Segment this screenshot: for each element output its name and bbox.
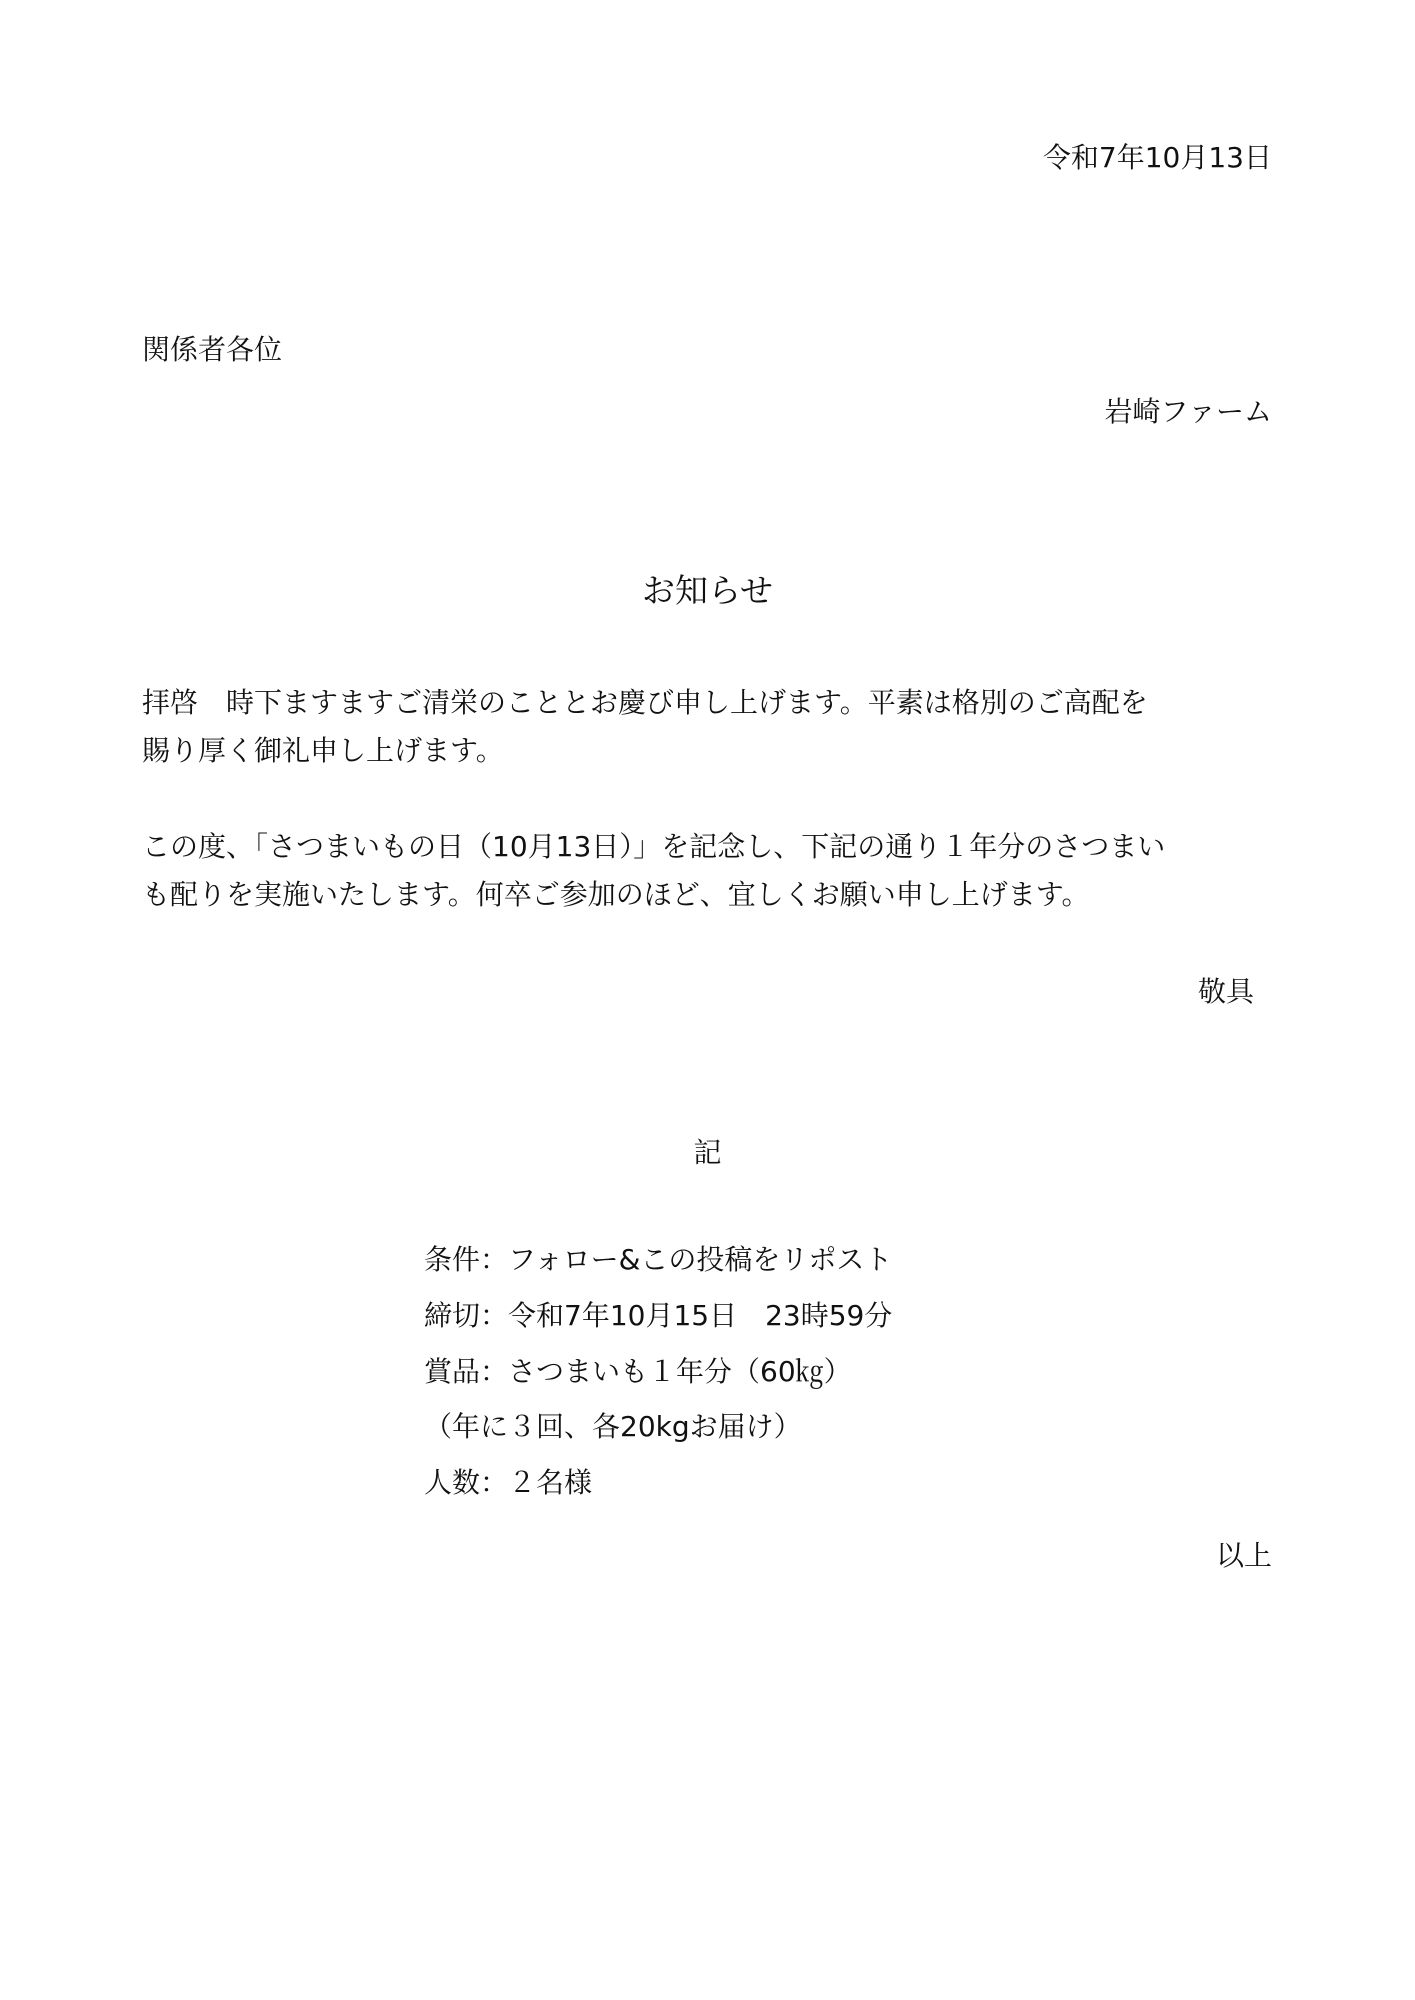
sender: 岩崎ファーム <box>1104 395 1272 428</box>
detail-deadline: 締切：令和7年10月15日 23時59分 <box>424 1299 893 1332</box>
record-heading: 記 <box>693 1136 722 1169</box>
end-mark: 以上 <box>1215 1539 1272 1572</box>
detail-prize: 賞品：さつまいも１年分（60㎏） <box>424 1355 852 1388</box>
greeting-line-2: 賜り厚く御礼申し上げます。 <box>142 734 504 767</box>
detail-winners: 人数：２名様 <box>424 1466 593 1499</box>
announcement-line-2: も配りを実施いたします。何卒ご参加のほど、宜しくお願い申し上げます。 <box>142 878 1090 911</box>
date: 令和7年10月13日 <box>1042 141 1272 174</box>
greeting-line-1: 拝啓 時下ますますご清栄のこととお慶び申し上げます。平素は格別のご高配を <box>142 686 1148 719</box>
closing-word: 敬具 <box>1197 975 1254 1008</box>
detail-conditions: 条件：フォロー&この投稿をリポスト <box>424 1243 893 1276</box>
announcement-line-1: この度、「さつまいもの日（10月13日）」を記念し、下記の通り１年分のさつまい <box>142 830 1166 863</box>
page-title: お知らせ <box>641 571 773 610</box>
recipient: 関係者各位 <box>142 333 283 366</box>
detail-prize-note: （年に３回、各20kgお届け） <box>424 1410 802 1443</box>
